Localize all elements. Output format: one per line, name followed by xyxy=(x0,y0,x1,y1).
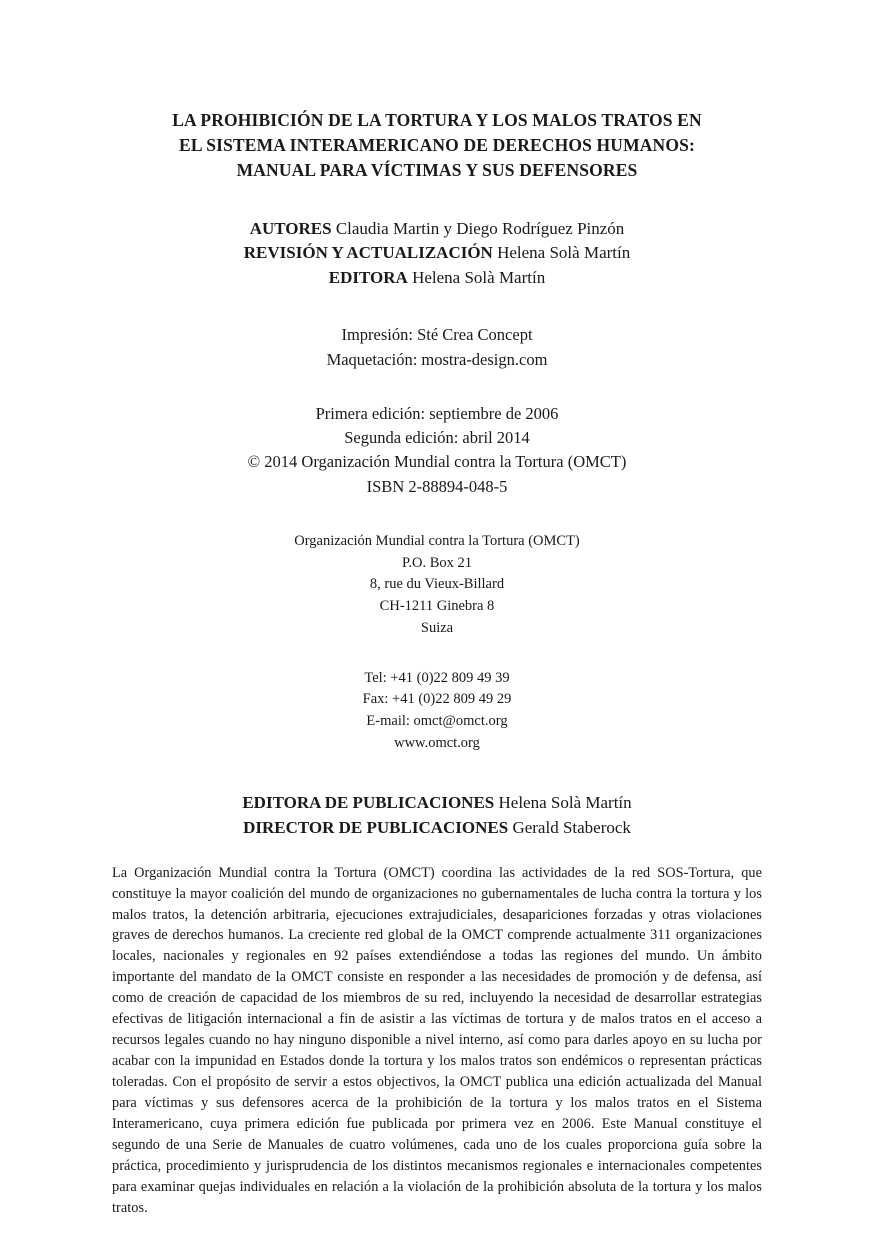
production-line-1: Impresión: Sté Crea Concept xyxy=(341,325,533,345)
production-line-2: Maquetación: mostra-design.com xyxy=(326,349,548,369)
edition-first: Primera edición: septiembre de 2006 xyxy=(315,403,559,423)
publications-director-label: DIRECTOR DE PUBLICACIONES xyxy=(243,817,509,837)
address-city: CH-1211 Ginebra 8 xyxy=(379,598,495,615)
address-block xyxy=(112,531,762,640)
publications-director xyxy=(112,816,762,841)
address-organization: Organización Mundial contra la Tortura (OMCT) xyxy=(294,532,580,549)
edition-second: Segunda edición: abril 2014 xyxy=(344,428,530,448)
contact-block xyxy=(112,668,762,755)
publications-editor-label: EDITORA DE PUBLICACIONES xyxy=(242,792,495,812)
credit-editor-value: Helena Solà Martín xyxy=(412,267,546,287)
credits-block xyxy=(112,217,762,291)
copyright-line: © 2014 Organización Mundial contra la Tortura (OMCT) xyxy=(247,452,627,472)
isbn-line: ISBN 2-88894-048-5 xyxy=(366,476,508,496)
credit-editor xyxy=(112,266,762,291)
about-omct-paragraph: La Organización Mundial contra la Tortura (OMCT) coordina las actividades de la red SOS-Tortura, que constituye la mayor coalición del mundo de organizaciones no gubernamentales de lucha contra la tortura y los malos tratos, la detención arbitraria, ejecuciones extrajudiciales, desapariciones forzadas y otras violaciones graves de derechos humanos. La creciente red global de la OMCT comprende actualmente 311 organizaciones locales, nacionales y regionales en 92 países extendiéndose a todas las regiones del mundo. Un ámbito importante del mandato de la OMCT consiste en responder a las necesidades de promoción y de defensa, así como de creación de capacidad de los miembros de su red, incluyendo la necesidad de desarrollar estrategias efectivas de litigación internacional a fin de asistir a las víctimas de tortura y de malos tratos en el acceso a recursos legales cuando no hay ninguno disponible a nivel interno, así como para darles apoyo en su lucha por acabar con la impunidad en Estados donde la tortura y los malos tratos son endémicos o representan prácticas toleradas. Con el propósito de servir a estos objectivos, la OMCT publica una edición actualizada del Manual para víctimas y sus defensores acerca de la prohibición de la tortura y los malos tratos en el Sistema Interamericano, cuya primera edición fue publicada por primera vez en 2006. Este Manual constituye el segundo de una Serie de Manuales de cuatro volúmenes, cada uno de los cuales proporciona guía sobre la práctica, procedimiento y jurisprudencia de los distintos mecanismos regionales e internacionales competentes para examinar quejas individuales en relación a la violación de la prohibición absoluta de la tortura y los malos tratos. xyxy=(112,864,762,1216)
credit-revision-label: REVISIÓN Y ACTUALIZACIÓN xyxy=(243,243,493,263)
address-country: Suiza xyxy=(420,619,454,636)
publications-director-value: Gerald Staberock xyxy=(512,817,631,837)
credit-authors-label: AUTORES xyxy=(249,218,332,238)
credit-authors-value: Claudia Martin y Diego Rodríguez Pinzón xyxy=(335,218,625,238)
production-block xyxy=(112,323,762,372)
credit-authors xyxy=(112,217,762,242)
contact-fax: Fax: +41 (0)22 809 49 29 xyxy=(362,691,512,708)
publications-editor xyxy=(112,791,762,816)
editions-block xyxy=(112,402,762,499)
credit-revision-value: Helena Solà Martín xyxy=(497,243,631,263)
publications-editor-value: Helena Solà Martín xyxy=(498,792,632,812)
publication-roles-block xyxy=(112,791,762,841)
title-line-3: MANUAL PARA VÍCTIMAS Y SUS DEFENSORES xyxy=(236,159,638,180)
page-title xyxy=(112,108,762,183)
contact-tel: Tel: +41 (0)22 809 49 39 xyxy=(364,669,510,686)
address-street: 8, rue du Vieux-Billard xyxy=(369,576,505,593)
contact-website[interactable]: www.omct.org xyxy=(394,734,480,751)
title-line-1: LA PROHIBICIÓN DE LA TORTURA Y LOS MALOS TRATOS EN xyxy=(172,110,702,130)
credit-revision xyxy=(112,241,762,266)
contact-email[interactable]: E-mail: omct@omct.org xyxy=(366,713,508,730)
title-line-2: EL SISTEMA INTERAMERICANO DE DERECHOS HUMANOS: xyxy=(179,134,695,155)
address-pobox: P.O. Box 21 xyxy=(401,554,473,571)
credit-editor-label: EDITORA xyxy=(328,267,408,287)
